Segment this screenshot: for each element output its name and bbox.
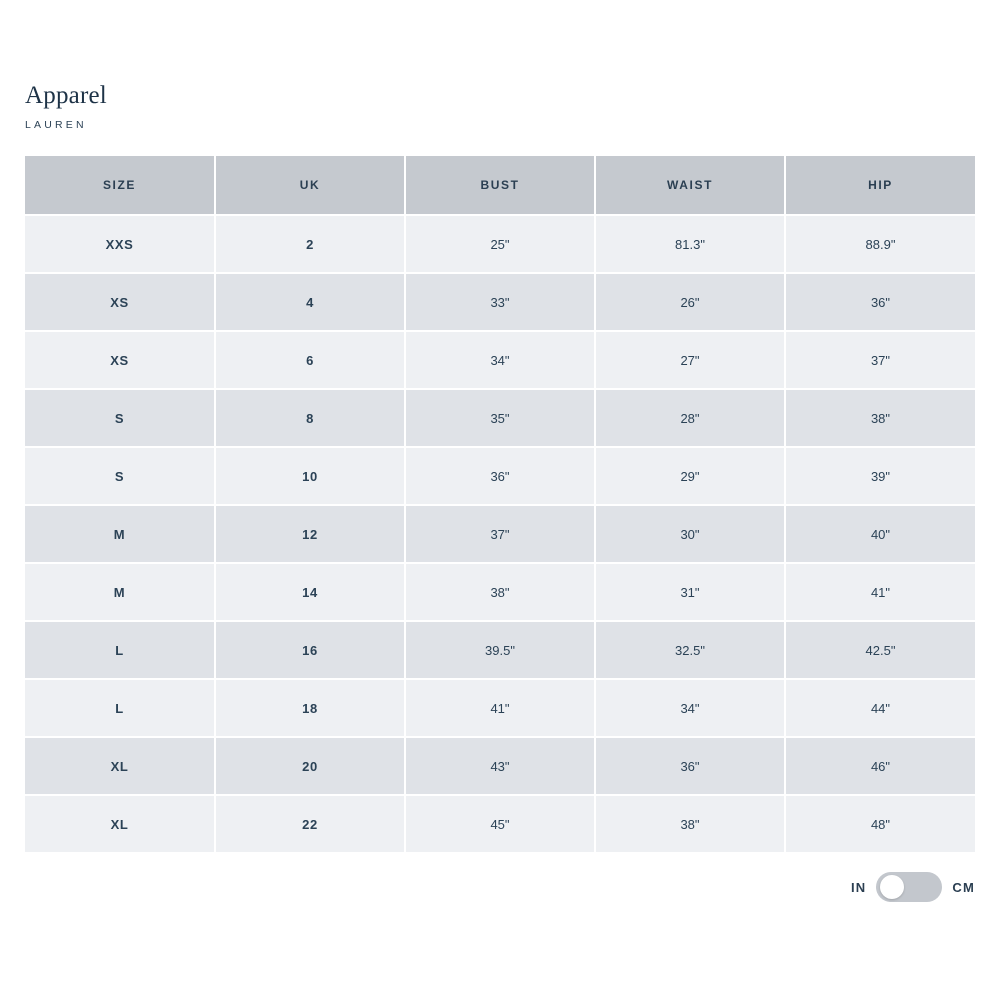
cell-waist: 81.3" xyxy=(595,215,785,273)
cell-uk: 2 xyxy=(215,215,405,273)
cell-size: S xyxy=(25,389,215,447)
cell-waist: 32.5" xyxy=(595,621,785,679)
cell-bust: 36" xyxy=(405,447,595,505)
cell-uk: 4 xyxy=(215,273,405,331)
cell-bust: 25" xyxy=(405,215,595,273)
header-block xyxy=(25,82,525,131)
column-header-size: SIZE xyxy=(25,156,215,215)
table-row xyxy=(25,447,975,505)
cell-hip: 40" xyxy=(785,505,975,563)
table-row xyxy=(25,621,975,679)
cell-waist: 38" xyxy=(595,795,785,853)
cell-size: XL xyxy=(25,795,215,853)
cell-uk: 20 xyxy=(215,737,405,795)
cell-waist: 27" xyxy=(595,331,785,389)
cell-bust: 41" xyxy=(405,679,595,737)
cell-size: XL xyxy=(25,737,215,795)
cell-size: XS xyxy=(25,273,215,331)
cell-size: L xyxy=(25,621,215,679)
cell-waist: 36" xyxy=(595,737,785,795)
table-row xyxy=(25,389,975,447)
table-row xyxy=(25,215,975,273)
cell-bust: 39.5" xyxy=(405,621,595,679)
table-header xyxy=(25,156,975,215)
table-body xyxy=(25,215,975,853)
cell-waist: 26" xyxy=(595,273,785,331)
unit-toggle-knob[interactable] xyxy=(880,875,904,899)
table-row xyxy=(25,505,975,563)
cell-uk: 18 xyxy=(215,679,405,737)
cell-hip: 88.9" xyxy=(785,215,975,273)
cell-size: S xyxy=(25,447,215,505)
cell-hip: 36" xyxy=(785,273,975,331)
cell-hip: 39" xyxy=(785,447,975,505)
unit-label-inches[interactable]: IN xyxy=(850,879,867,895)
cell-bust: 37" xyxy=(405,505,595,563)
column-header-waist: WAIST xyxy=(595,156,785,215)
cell-waist: 29" xyxy=(595,447,785,505)
table-row xyxy=(25,795,975,853)
cell-size: M xyxy=(25,563,215,621)
cell-uk: 16 xyxy=(215,621,405,679)
cell-uk: 10 xyxy=(215,447,405,505)
table-row xyxy=(25,273,975,331)
cell-size: M xyxy=(25,505,215,563)
cell-hip: 37" xyxy=(785,331,975,389)
cell-size: XXS xyxy=(25,215,215,273)
page-title: Apparel xyxy=(25,82,107,109)
cell-hip: 41" xyxy=(785,563,975,621)
cell-uk: 8 xyxy=(215,389,405,447)
column-header-hip: HIP xyxy=(785,156,975,215)
cell-hip: 42.5" xyxy=(785,621,975,679)
cell-waist: 30" xyxy=(595,505,785,563)
brand-name: LAUREN xyxy=(25,118,87,131)
table-row xyxy=(25,737,975,795)
table-row xyxy=(25,331,975,389)
cell-bust: 38" xyxy=(405,563,595,621)
table-row xyxy=(25,679,975,737)
cell-size: XS xyxy=(25,331,215,389)
size-chart-table xyxy=(25,156,975,854)
cell-waist: 34" xyxy=(595,679,785,737)
column-header-bust: BUST xyxy=(405,156,595,215)
cell-size: L xyxy=(25,679,215,737)
table-row xyxy=(25,563,975,621)
cell-waist: 28" xyxy=(595,389,785,447)
cell-uk: 14 xyxy=(215,563,405,621)
cell-hip: 38" xyxy=(785,389,975,447)
unit-label-centimeters[interactable]: CM xyxy=(952,879,975,895)
cell-hip: 48" xyxy=(785,795,975,853)
cell-uk: 6 xyxy=(215,331,405,389)
column-header-uk: UK xyxy=(215,156,405,215)
cell-uk: 12 xyxy=(215,505,405,563)
cell-bust: 43" xyxy=(405,737,595,795)
cell-waist: 31" xyxy=(595,563,785,621)
cell-bust: 33" xyxy=(405,273,595,331)
cell-bust: 34" xyxy=(405,331,595,389)
table-header-row xyxy=(25,156,975,215)
cell-bust: 45" xyxy=(405,795,595,853)
unit-toggle-switch[interactable] xyxy=(876,872,942,902)
cell-hip: 46" xyxy=(785,737,975,795)
unit-toggle[interactable] xyxy=(851,872,975,902)
cell-uk: 22 xyxy=(215,795,405,853)
cell-hip: 44" xyxy=(785,679,975,737)
cell-bust: 35" xyxy=(405,389,595,447)
